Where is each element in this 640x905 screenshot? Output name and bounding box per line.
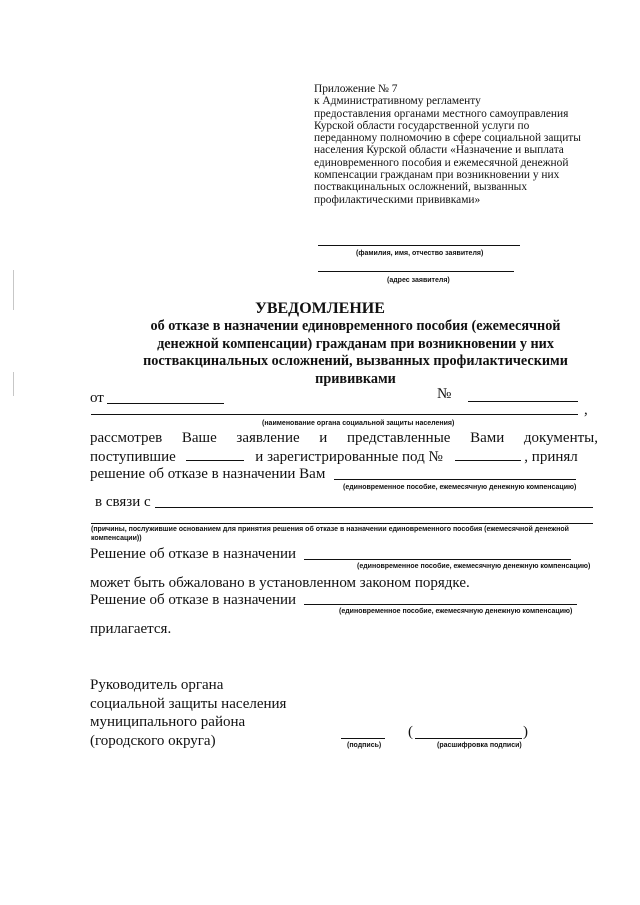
body-line-1: рассмотрев Ваше заявление и представленные Вами документы, — [90, 430, 598, 446]
appendix-line: населения Курской области «Назначение и выплата — [314, 144, 564, 157]
attached-line: прилагается. — [90, 621, 172, 637]
appendix-line: переданному полномочию в сфере социальной защиты — [314, 132, 581, 145]
due-label: в связи с — [95, 494, 151, 510]
applicant-name-field[interactable] — [318, 245, 520, 246]
appendix-line: поствакцинальных осложнений, вызванных — [314, 181, 528, 194]
decode-caption: (расшифровка подписи) — [437, 742, 522, 749]
received-date-field[interactable] — [186, 448, 244, 461]
benefit-caption-2: (единовременное пособие, ежемесячную денежную компенсацию) — [357, 563, 591, 570]
org-name-field[interactable] — [91, 414, 578, 415]
decode-close-paren: ) — [523, 724, 528, 740]
registration-number-field[interactable] — [455, 448, 521, 461]
signature-caption: (подпись) — [347, 742, 382, 749]
org-caption: (наименование органа социальной защиты населения) — [262, 420, 455, 427]
signatory-line: (городского округа) — [90, 732, 216, 749]
body-line-3: решение об отказе в назначении Вам — [90, 466, 326, 482]
reason-field-1[interactable] — [155, 507, 593, 508]
notice-title: УВЕДОМЛЕНИЕ — [255, 300, 385, 317]
appendix-line: к Административному регламенту — [314, 95, 481, 108]
decision-line-1: Решение об отказе в назначении — [90, 546, 297, 562]
decode-open-paren: ( — [408, 724, 413, 740]
decision-line-2: Решение об отказе в назначении — [90, 592, 297, 608]
number-field[interactable] — [468, 401, 578, 402]
benefit-caption-3: (единовременное пособие, ежемесячную денежную компенсацию) — [339, 608, 573, 615]
signature-field[interactable] — [341, 738, 385, 739]
notice-subtitle: об отказе в назначении единовременного пособия (ежемесячной денежной компенсации) гражданам при возникновении у них поствакцинальных осложнений, вызванных профилактическими прививками — [143, 318, 568, 387]
number-label: № — [437, 386, 452, 402]
applicant-name-caption: (фамилия, имя, отчество заявителя) — [356, 250, 484, 257]
from-label: от — [90, 390, 104, 406]
appendix-line: предоставления органами местного самоуправления — [314, 107, 569, 120]
appendix-line: Курской области государственной услуги по — [314, 119, 530, 132]
signatory-line: социальной защиты населения — [90, 695, 287, 712]
appeal-line: может быть обжаловано в установленном законом порядке. — [90, 575, 470, 591]
benefit-field-1[interactable] — [334, 479, 576, 480]
appendix-line: компенсации гражданам при возникновении у них — [314, 169, 560, 182]
appendix-line: профилактическими прививками» — [314, 193, 481, 206]
appendix-line: Приложение № 7 — [314, 83, 398, 95]
appendix-block — [314, 83, 581, 206]
applicant-address-field[interactable] — [318, 271, 514, 272]
applicant-address-caption: (адрес заявителя) — [387, 277, 450, 284]
comma: , — [584, 402, 588, 418]
reasons-caption: (причины, послужившие основанием для принятия решения об отказе в назначении единовременного пособия (ежемесячной денежной компенсации)) — [91, 526, 569, 542]
appendix-line: единовременного пособия и ежемесячной денежной — [314, 156, 569, 169]
scan-artifact — [13, 372, 14, 396]
signatory-block — [90, 676, 286, 750]
signature-decode-field[interactable] — [415, 738, 522, 739]
body-line-2: поступившие и зарегистрированные под № , принял — [90, 449, 578, 465]
reason-field-2[interactable] — [91, 523, 593, 524]
benefit-caption-1: (единовременное пособие, ежемесячную денежную компенсацию) — [343, 484, 577, 491]
signatory-line: муниципального района — [90, 714, 246, 730]
benefit-field-2[interactable] — [304, 559, 571, 560]
signatory-line: Руководитель органа — [90, 677, 224, 693]
benefit-field-3[interactable] — [304, 604, 577, 605]
from-date-field[interactable] — [107, 403, 224, 404]
